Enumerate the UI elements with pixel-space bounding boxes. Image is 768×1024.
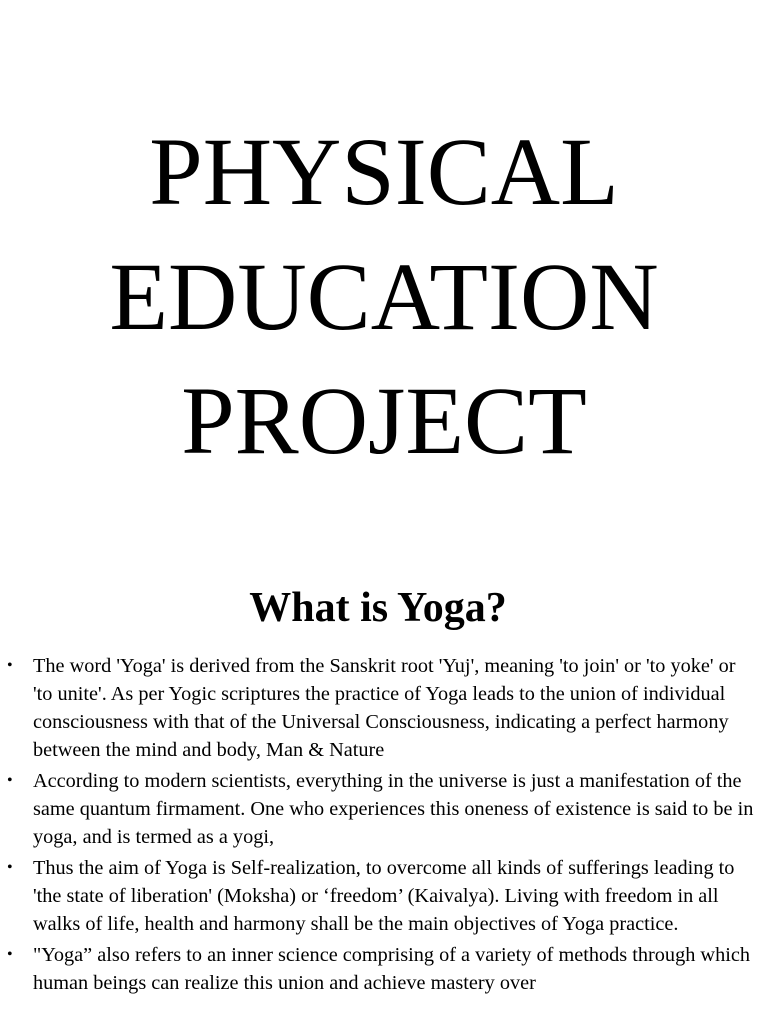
- bullet-list: [0, 652, 768, 1000]
- bullet-item: [0, 767, 768, 851]
- bullet-text: According to modern scientists, everything in the universe is just a manifestation of the same quantum firmament. One who experiences this oneness of existence is said to be in yoga, and is termed as a yogi,: [33, 770, 754, 848]
- bullet-dot-icon: •: [7, 657, 13, 674]
- slide-heading: What is Yoga?: [249, 585, 507, 631]
- bullet-dot-icon: •: [7, 772, 13, 789]
- bullet-text: "Yoga” also refers to an inner science comprising of a variety of methods through which human beings can realize this union and achieve mastery over: [33, 944, 750, 994]
- title-line-2: EDUCATION: [109, 243, 659, 350]
- bullet-text: Thus the aim of Yoga is Self-realization, to overcome all kinds of sufferings leading to 'the state of liberation' (Moksha) or ‘freedom’ (Kaivalya). Living with freedom in all walks of life, health and harmony shall be the main objectives of Yoga practice.: [33, 857, 735, 935]
- bullet-text: The word 'Yoga' is derived from the Sanskrit root 'Yuj', meaning 'to join' or 'to yoke' or 'to unite'. As per Yogic scriptures the practice of Yoga leads to the union of individual consciousness with that of the Universal Consciousness, indicating a perfect harmony between the mind and body, Man & Nature: [33, 655, 736, 761]
- title-line-1: PHYSICAL: [149, 118, 619, 225]
- bullet-item: [0, 941, 768, 997]
- bullet-dot-icon: •: [7, 859, 13, 876]
- bullet-item: [0, 652, 768, 764]
- bullet-item: [0, 854, 768, 938]
- title-line-3: PROJECT: [181, 367, 587, 474]
- content-slide: [0, 560, 768, 1024]
- bullet-dot-icon: •: [7, 946, 13, 963]
